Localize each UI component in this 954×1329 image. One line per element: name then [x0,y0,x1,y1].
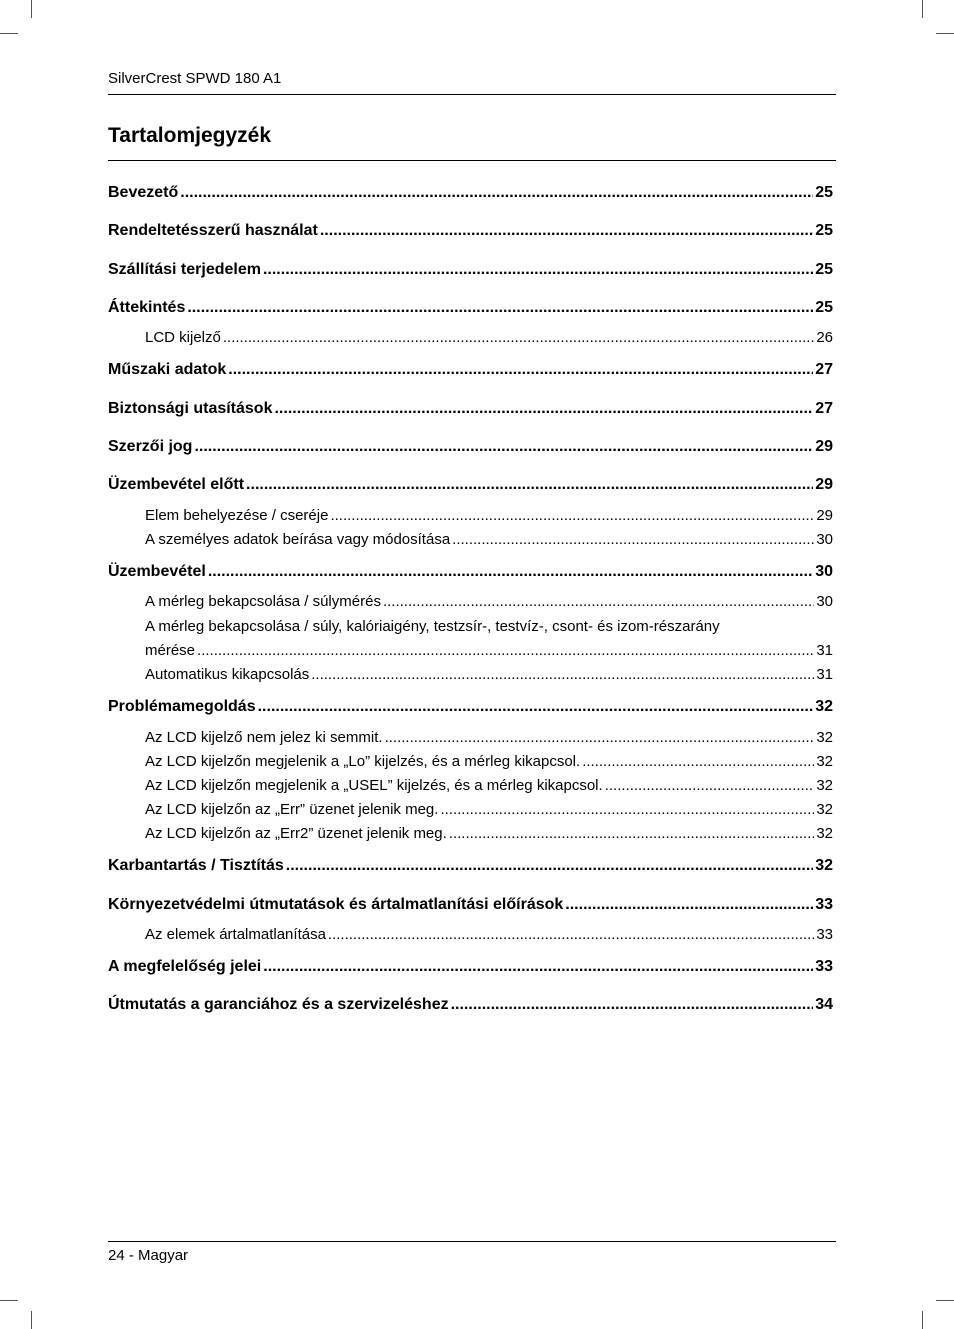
toc-entry[interactable]: A megfelelőség jelei ..... 33 [108,954,833,992]
toc-subentry[interactable]: Az LCD kijelző nem jelez ki semmit. ..... 32 [108,726,833,750]
toc-entry[interactable]: Bevezető ..... 25 [108,180,833,218]
toc-subentry[interactable]: A mérleg bekapcsolása / súlymérés ..... 30 [108,590,833,614]
toc-subentry[interactable]: mérése ..... 31 [108,639,833,663]
toc-subentry-line1[interactable]: A mérleg bekapcsolása / súly, kalóriaigény, testzsír-, testvíz-, csont- és izom-részarány [145,617,720,635]
toc-subentry[interactable]: Elem behelyezése / cseréje ..... 29 [108,504,833,528]
running-header: SilverCrest SPWD 180 A1 [108,70,282,87]
toc-entry[interactable]: Rendeltetésszerű használat ..... 25 [108,218,833,256]
crop-mark [922,1311,923,1329]
crop-mark [922,0,923,18]
table-of-contents [108,180,833,1031]
toc-subentry[interactable]: Az LCD kijelzőn megjelenik a „USEL” kijelzés, és a mérleg kikapcsol. ..... 32 [108,774,833,798]
page-footer: 24 - Magyar [108,1247,189,1264]
toc-entry[interactable]: Üzembevétel ..... 30 [108,559,833,591]
toc-entry[interactable]: Szerzői jog ..... 29 [108,434,833,472]
toc-entry[interactable]: Környezetvédelmi útmutatások és ártalmatlanítási előírások ..... 33 [108,892,833,924]
toc-subentry[interactable]: Az LCD kijelzőn megjelenik a „Lo” kijelzés, és a mérleg kikapcsol. ..... 32 [108,750,833,774]
toc-subentry[interactable]: A személyes adatok beírása vagy módosítása ..... 30 [108,528,833,559]
toc-subentry[interactable]: Automatikus kikapcsolás ..... 31 [108,663,833,694]
toc-entry[interactable]: Problémamegoldás ..... 32 [108,694,833,726]
toc-entry[interactable]: Szállítási terjedelem ..... 25 [108,257,833,295]
crop-mark [31,0,32,18]
toc-entry[interactable]: Útmutatás a garanciához és a szervizeléshez ..... 34 [108,992,833,1030]
crop-mark [936,1300,954,1301]
toc-entry[interactable]: Karbantartás / Tisztítás ..... 32 [108,853,833,891]
toc-subentry[interactable]: Az LCD kijelzőn az „Err” üzenet jelenik meg. ..... 32 [108,798,833,822]
toc-entry[interactable]: Üzembevétel előtt ..... 29 [108,472,833,504]
toc-subentry[interactable]: LCD kijelző ..... 26 [108,326,833,357]
toc-entry[interactable]: Áttekintés ..... 25 [108,295,833,327]
toc-entry[interactable]: Biztonsági utasítások ..... 27 [108,396,833,434]
toc-title: Tartalomjegyzék [108,124,272,147]
footer-rule [108,1241,836,1242]
crop-mark [936,33,954,34]
toc-entry[interactable]: Műszaki adatok ..... 27 [108,357,833,395]
crop-mark [0,33,18,34]
crop-mark [31,1311,32,1329]
toc-subentry[interactable]: Az LCD kijelzőn az „Err2” üzenet jelenik meg. ..... 32 [108,822,833,853]
title-rule [108,160,836,161]
crop-mark [0,1300,18,1301]
header-rule [108,94,836,95]
toc-subentry[interactable]: Az elemek ártalmatlanítása ..... 33 [108,923,833,954]
